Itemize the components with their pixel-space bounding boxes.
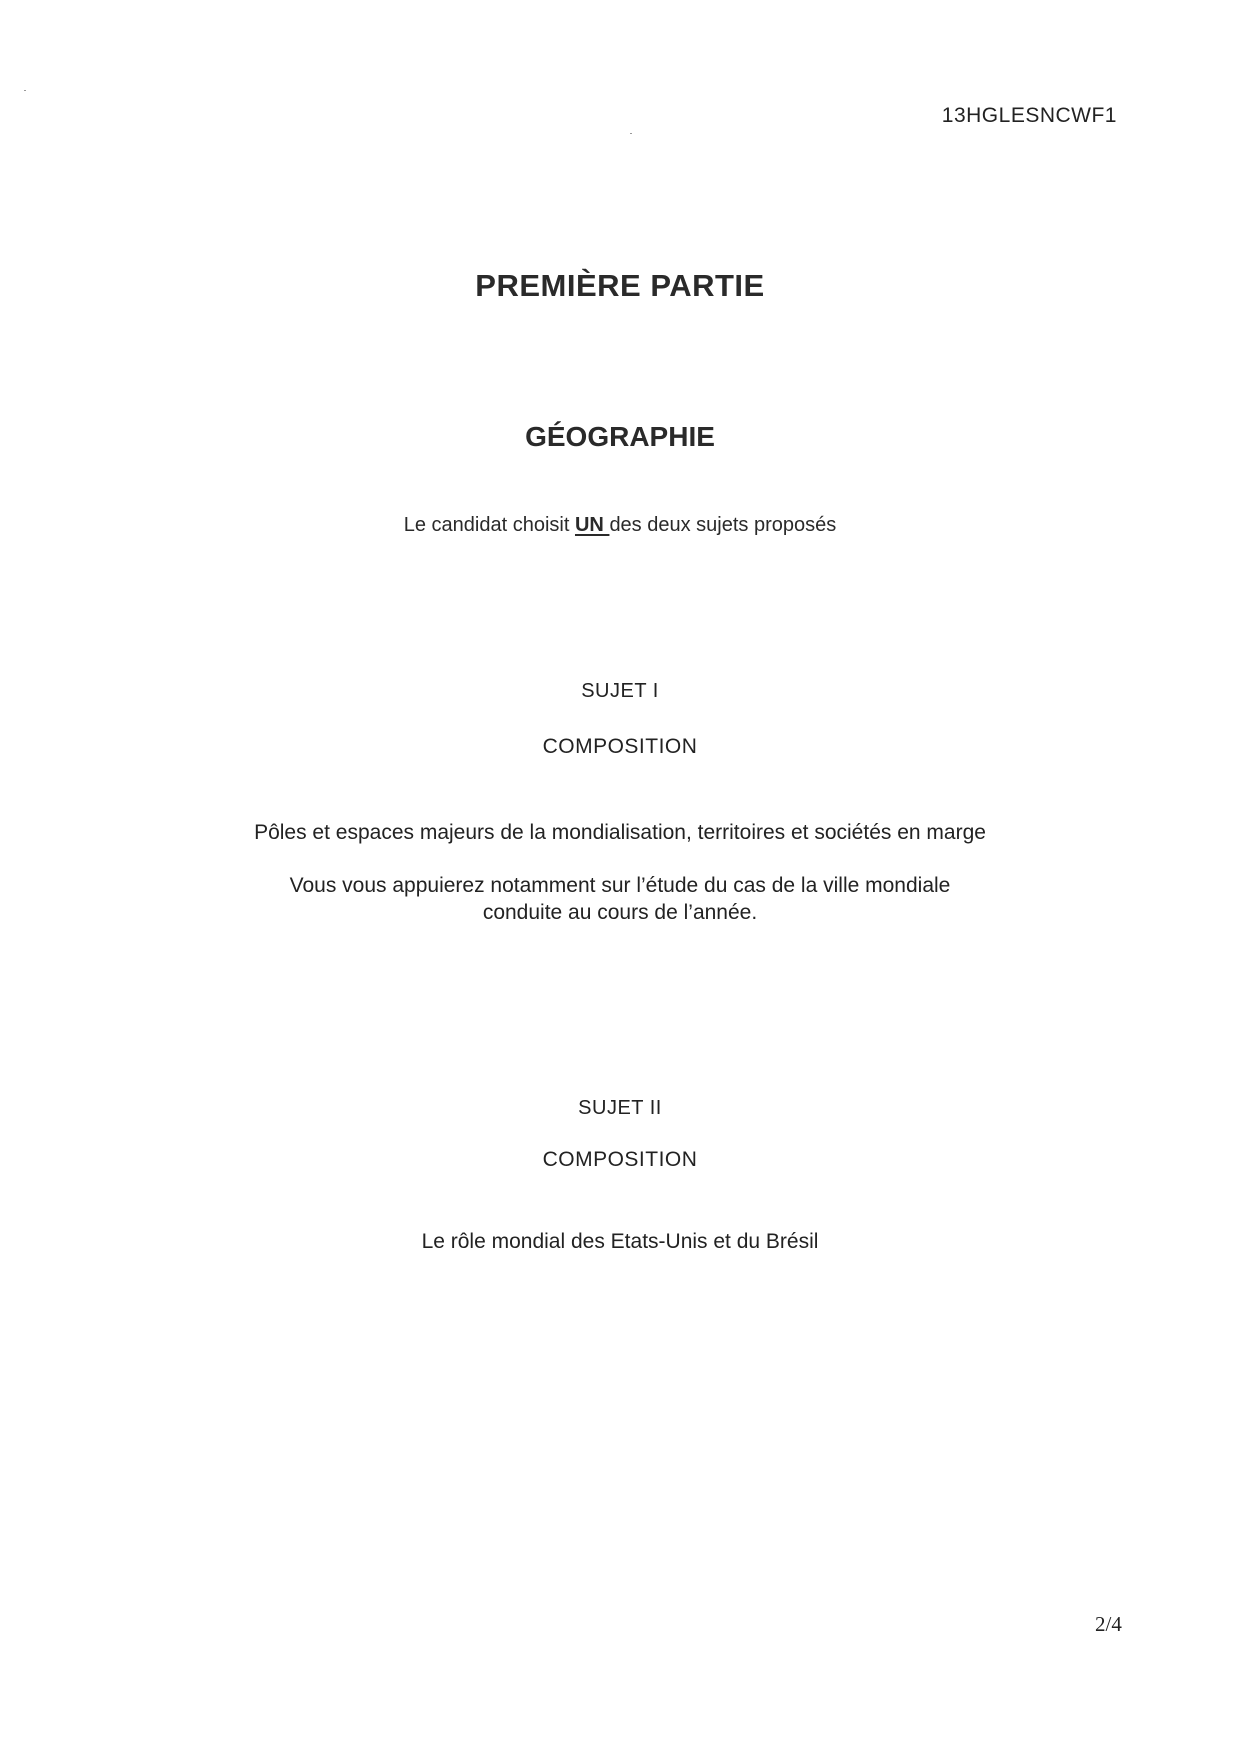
section-title: GÉOGRAPHIE: [525, 421, 715, 452]
subject-1-note-line-1: Vous vous appuierez notamment sur l’étude du cas de la ville mondiale: [289, 874, 951, 897]
instruction-before: Le candidat choisit: [403, 514, 575, 536]
page-number: 2/4: [1095, 1612, 1122, 1636]
document-code: 13HGLESNCWF1: [941, 104, 1117, 127]
subject-2-label: SUJET II: [578, 1097, 662, 1119]
subject-2-type: COMPOSITION: [542, 1148, 698, 1171]
scan-speck: [630, 133, 632, 134]
subject-1-title: Pôles et espaces majeurs de la mondialisation, territoires et sociétés en marge: [254, 821, 986, 844]
subject-1-label: SUJET I: [581, 680, 659, 702]
instruction-after: des deux sujets proposés: [609, 514, 837, 536]
subject-1-type: COMPOSITION: [542, 735, 698, 758]
subject-2-title: Le rôle mondial des Etats-Unis et du Brésil: [421, 1230, 819, 1253]
subject-1-note-line-2: conduite au cours de l’année.: [482, 901, 758, 924]
instruction-text: [0, 514, 1240, 537]
instruction-emphasis: UN: [574, 514, 610, 536]
scan-speck: [24, 90, 26, 91]
part-title: PREMIÈRE PARTIE: [475, 268, 765, 303]
